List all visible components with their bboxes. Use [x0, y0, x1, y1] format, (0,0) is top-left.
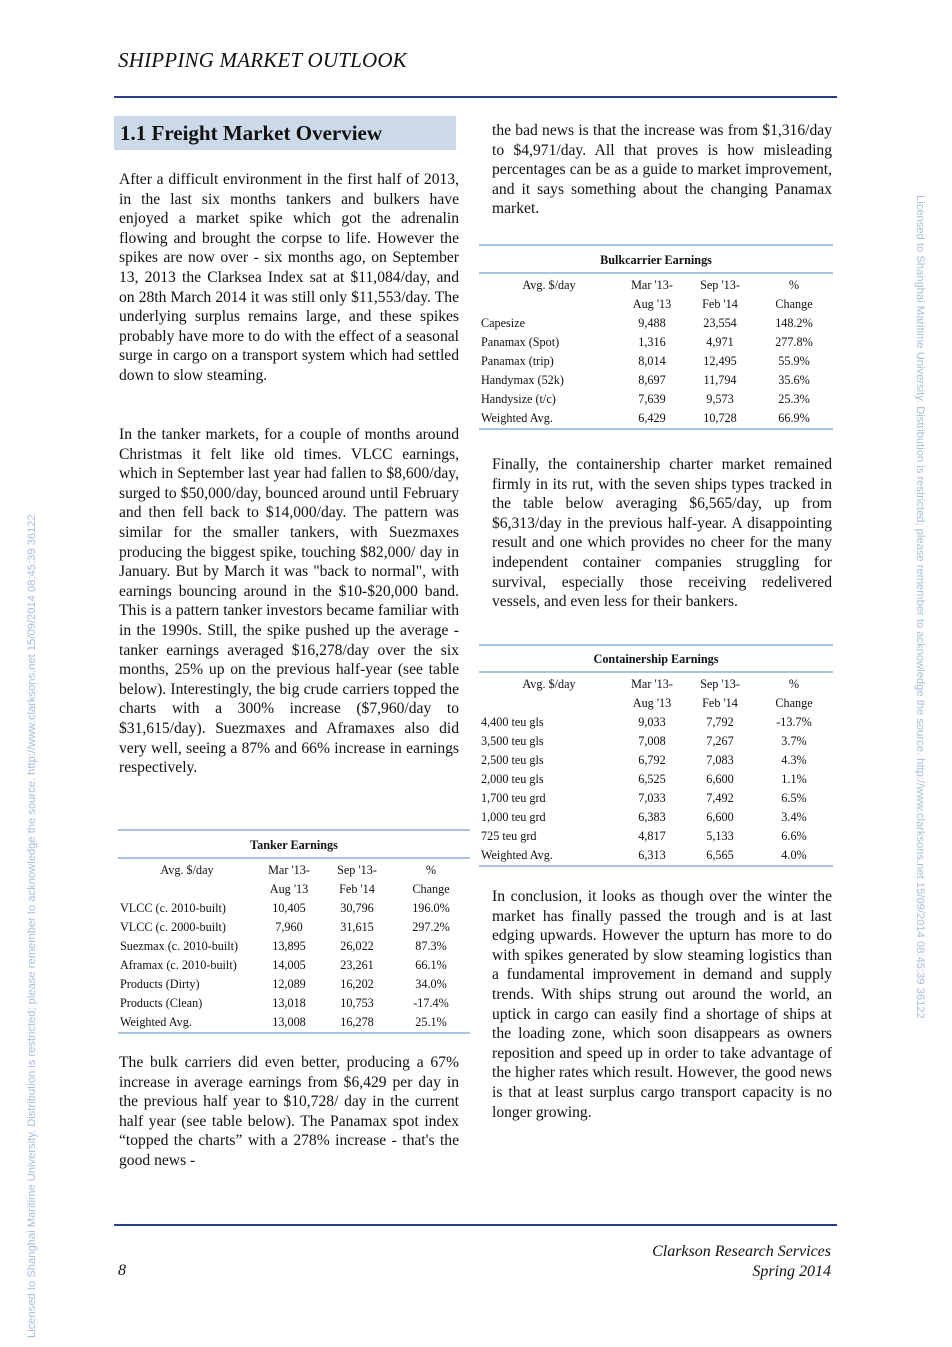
value-cell: 13,008	[272, 1015, 306, 1029]
header-change: %	[425, 863, 437, 877]
value-cell: 7,960	[275, 920, 303, 934]
tanker-table-title: Tanker Earnings	[250, 838, 338, 852]
header-change: %	[788, 677, 800, 691]
value-cell: 10,753	[340, 996, 374, 1010]
table-header-row	[479, 675, 833, 694]
value-cell: 6,600	[706, 810, 734, 824]
row-label: Products (Clean)	[120, 996, 203, 1010]
change-cell: 35.6%	[778, 373, 810, 387]
right-column-p3	[492, 887, 832, 1122]
row-label: 1,000 teu grd	[481, 810, 546, 824]
value-cell: 6,429	[638, 411, 666, 425]
change-cell: -13.7%	[776, 715, 812, 729]
paragraph: In conclusion, it looks as though over the winter the market has finally passed the trough and is at last edging upwards. However the upturn has more to do with spikes generated by slow steaming logistics than a fundamental improvement in demand and supply trends. With ships strung out around the world, an uptick in cargo can easily find a shortage of ships at the loading zone, which soon disappears as owners reposition and speed up in order to take advantage of the higher rates which result. However, the good news is that at least surplus cargo transport capacity is no longer growing.	[492, 888, 832, 1121]
table-row	[118, 937, 470, 956]
change-cell: 4.3%	[781, 753, 807, 767]
footer-rule	[114, 1224, 837, 1226]
tanker-table-top-rule	[118, 829, 470, 831]
value-cell: 23,261	[340, 958, 374, 972]
value-cell: 9,488	[638, 316, 666, 330]
table-row	[479, 808, 833, 827]
change-cell: 297.2%	[412, 920, 450, 934]
value-cell: 7,267	[706, 734, 734, 748]
header-period1-end: Aug '13	[269, 882, 309, 896]
table-header-row	[479, 295, 833, 314]
change-cell: 66.1%	[415, 958, 447, 972]
value-cell: 7,083	[706, 753, 734, 767]
value-cell: 12,089	[272, 977, 306, 991]
change-cell: 3.7%	[781, 734, 807, 748]
section-title: 1.1 Freight Market Overview	[120, 121, 383, 145]
paragraph: the bad news is that the increase was from $1,316/day to $4,971/day. All that proves is how misleading percentages can be as a guide to market improvement, and it says something about the changing Panamax market.	[492, 122, 832, 218]
row-label: 2,500 teu gls	[481, 753, 544, 767]
value-cell: 7,792	[706, 715, 734, 729]
header-period1: Mar '13-	[631, 278, 673, 292]
row-label: 1,700 teu grd	[481, 791, 546, 805]
value-cell: 12,495	[703, 354, 737, 368]
row-label: Weighted Avg.	[481, 411, 553, 425]
table-row	[479, 314, 833, 333]
bulk-table-header-rule	[479, 272, 833, 274]
header-period2: Sep '13-	[337, 863, 377, 877]
table-row	[118, 1013, 470, 1032]
value-cell: 7,639	[638, 392, 666, 406]
header-period1-end: Aug '13	[632, 297, 672, 311]
header-period2-end: Feb '14	[339, 882, 375, 896]
right-column-p1	[492, 121, 832, 219]
table-row	[479, 333, 833, 352]
value-cell: 10,405	[272, 901, 306, 915]
bulkcarrier-earnings-table	[479, 276, 833, 428]
row-label: Panamax (Spot)	[481, 335, 560, 349]
table-row	[118, 899, 470, 918]
value-cell: 13,018	[272, 996, 306, 1010]
header-rule	[114, 96, 837, 98]
change-cell: 4.0%	[781, 848, 807, 862]
container-table-top-rule	[479, 644, 833, 646]
row-label: Suezmax (c. 2010-built)	[120, 939, 239, 953]
change-cell: 55.9%	[778, 354, 810, 368]
change-cell: 34.0%	[415, 977, 447, 991]
table-row	[479, 846, 833, 865]
table-row	[479, 789, 833, 808]
row-label: Aframax (c. 2010-built)	[120, 958, 237, 972]
row-label: 4,400 teu gls	[481, 715, 544, 729]
table-row	[479, 352, 833, 371]
value-cell: 9,033	[638, 715, 666, 729]
table-row	[118, 975, 470, 994]
value-cell: 4,817	[638, 829, 666, 843]
row-label: Weighted Avg.	[481, 848, 553, 862]
table-row	[479, 390, 833, 409]
left-column-p2	[119, 425, 459, 778]
value-cell: 6,383	[638, 810, 666, 824]
header-change-label: Change	[775, 297, 813, 311]
watermark-left: Licensed to Shanghai Maritime University. Distribution is restricted; please remember to acknowledge the source. http://www.clarksons.net 15/09/2014 08:45:39 36122	[26, 514, 38, 1338]
change-cell: -17.4%	[413, 996, 449, 1010]
value-cell: 6,525	[638, 772, 666, 786]
header-period2: Sep '13-	[700, 278, 740, 292]
row-label: Products (Dirty)	[120, 977, 200, 991]
left-column-p1	[119, 170, 459, 386]
row-label: Panamax (trip)	[481, 354, 554, 368]
value-cell: 7,033	[638, 791, 666, 805]
row-label: 2,000 teu gls	[481, 772, 544, 786]
value-cell: 1,316	[638, 335, 666, 349]
tanker-table-header-rule	[118, 857, 470, 859]
paragraph: Finally, the containership charter market remained firmly in its rut, with the seven ships types tracked in the table below averaging $6,565/day, up from $6,313/day in the previous half-year. A disappointing result and one which provides no cheer for the many independent container companies struggling for survival, especially those receiving redelivered vessels, and even less for their bankers.	[492, 456, 832, 611]
header-period2-end: Feb '14	[702, 297, 738, 311]
table-header-row	[479, 694, 833, 713]
container-table-title: Containership Earnings	[593, 652, 719, 666]
left-column-p3	[119, 1053, 459, 1171]
page-number: 8	[118, 1262, 126, 1279]
paragraph: After a difficult environment in the first half of 2013, in the last six months tankers and bulkers have enjoyed a market spike which got the adrenalin flowing and brought the corpse to life. However the spikes are now over - six months ago, on September 13, 2013 the Clarksea Index sat at $11,084/day, and on 28th March 2014 it was still only $11,553/day. The underlying surplus remains large, and these spikes probably have more to do with the effect of a seasonal surge in cargo on a transport system which had settled down to slow steaming.	[119, 171, 459, 384]
page-header-title: SHIPPING MARKET OUTLOOK	[118, 48, 407, 72]
value-cell: 6,313	[638, 848, 666, 862]
table-row	[118, 994, 470, 1013]
paragraph: The bulk carriers did even better, producing a 67% increase in average earnings from $6,429 per day in the previous half year to $10,728/ day in the current half year (see table below). The Panamax spot index “topped the charts” with a 278% increase - that's the good news -	[119, 1054, 459, 1169]
value-cell: 16,202	[340, 977, 374, 991]
row-label: 3,500 teu gls	[481, 734, 544, 748]
change-cell: 277.8%	[775, 335, 813, 349]
footer-publisher: Clarkson Research Services	[652, 1243, 831, 1260]
row-label: Weighted Avg.	[120, 1015, 192, 1029]
change-cell: 25.3%	[778, 392, 810, 406]
header-change: %	[788, 278, 800, 292]
table-row	[479, 770, 833, 789]
row-label: Capesize	[481, 316, 525, 330]
table-header-row	[479, 276, 833, 295]
table-row	[118, 918, 470, 937]
watermark-right: Licensed to Shanghai Maritime University. Distribution is restricted; please remember to acknowledge the source. http://www.clarksons.net 15/09/2014 08:45:39 36122	[914, 195, 926, 1019]
value-cell: 9,573	[706, 392, 734, 406]
value-cell: 6,565	[706, 848, 734, 862]
row-label: Handymax (52k)	[481, 373, 564, 387]
value-cell: 7,492	[706, 791, 734, 805]
value-cell: 13,895	[272, 939, 306, 953]
container-table-header-rule	[479, 671, 833, 673]
paragraph: In the tanker markets, for a couple of months around Christmas it felt like old times. VLCC earnings, which in September last year had fallen to $8,600/day, surged to $50,000/day, bounced around until February and then fell back to $14,000/day. The pattern was similar for the smaller tankers, with Suezmaxes producing the biggest spike, touching $82,000/ day in January. But by March it was "back to normal", with earnings bouncing around in the $10-$20,000 band. This is a pattern tanker investors became familiar with in the 1990s. Still, the spike pushed up the average - tanker earnings averaged $16,278/day over the six months, 25% up on the previous half-year (see table below). Interestingly, the big crude carriers topped the charts with a 300% increase ($7,960/day to $31,615/day). Suezmaxes and Aframaxes also did very well, seeing a 87% and 66% increase in earnings respectively.	[119, 426, 459, 777]
change-cell: 196.0%	[412, 901, 450, 915]
tanker-earnings-table	[118, 861, 470, 1032]
row-label: 725 teu grd	[481, 829, 537, 843]
value-cell: 23,554	[703, 316, 737, 330]
change-cell: 87.3%	[415, 939, 447, 953]
header-period2-end: Feb '14	[702, 696, 738, 710]
header-label: Avg. $/day	[522, 677, 576, 691]
table-row	[479, 827, 833, 846]
header-period1: Mar '13-	[268, 863, 310, 877]
value-cell: 5,133	[706, 829, 734, 843]
value-cell: 6,600	[706, 772, 734, 786]
value-cell: 16,278	[340, 1015, 374, 1029]
row-label: Handysize (t/c)	[481, 392, 556, 406]
table-row	[479, 751, 833, 770]
table-row	[479, 732, 833, 751]
row-label: VLCC (c. 2000-built)	[120, 920, 226, 934]
value-cell: 10,728	[703, 411, 737, 425]
value-cell: 8,697	[638, 373, 666, 387]
bulk-table-top-rule	[479, 244, 833, 246]
containership-earnings-table	[479, 675, 833, 865]
value-cell: 8,014	[638, 354, 666, 368]
value-cell: 6,792	[638, 753, 666, 767]
value-cell: 11,794	[703, 373, 737, 387]
value-cell: 14,005	[272, 958, 306, 972]
footer-credit	[652, 1242, 831, 1282]
change-cell: 3.4%	[781, 810, 807, 824]
table-row	[479, 409, 833, 428]
table-header-row	[118, 880, 470, 899]
header-period1-end: Aug '13	[632, 696, 672, 710]
table-row	[118, 956, 470, 975]
value-cell: 4,971	[706, 335, 734, 349]
header-label: Avg. $/day	[160, 863, 214, 877]
footer-edition: Spring 2014	[752, 1263, 831, 1280]
header-change-label: Change	[775, 696, 813, 710]
header-period1: Mar '13-	[631, 677, 673, 691]
value-cell: 31,615	[340, 920, 374, 934]
bulk-table-bottom-rule	[479, 428, 833, 430]
change-cell: 66.9%	[778, 411, 810, 425]
change-cell: 1.1%	[781, 772, 807, 786]
value-cell: 7,008	[638, 734, 666, 748]
change-cell: 6.5%	[781, 791, 807, 805]
table-row	[479, 371, 833, 390]
container-table-bottom-rule	[479, 865, 833, 867]
table-row	[479, 713, 833, 732]
value-cell: 30,796	[340, 901, 374, 915]
change-cell: 148.2%	[775, 316, 813, 330]
bulk-table-title: Bulkcarrier Earnings	[600, 253, 712, 267]
right-column-p2	[492, 455, 832, 612]
table-header-row	[118, 861, 470, 880]
row-label: VLCC (c. 2010-built)	[120, 901, 226, 915]
header-change-label: Change	[412, 882, 450, 896]
change-cell: 6.6%	[781, 829, 807, 843]
value-cell: 26,022	[340, 939, 374, 953]
header-period2: Sep '13-	[700, 677, 740, 691]
header-label: Avg. $/day	[522, 278, 576, 292]
change-cell: 25.1%	[415, 1015, 447, 1029]
tanker-table-bottom-rule	[118, 1032, 470, 1034]
